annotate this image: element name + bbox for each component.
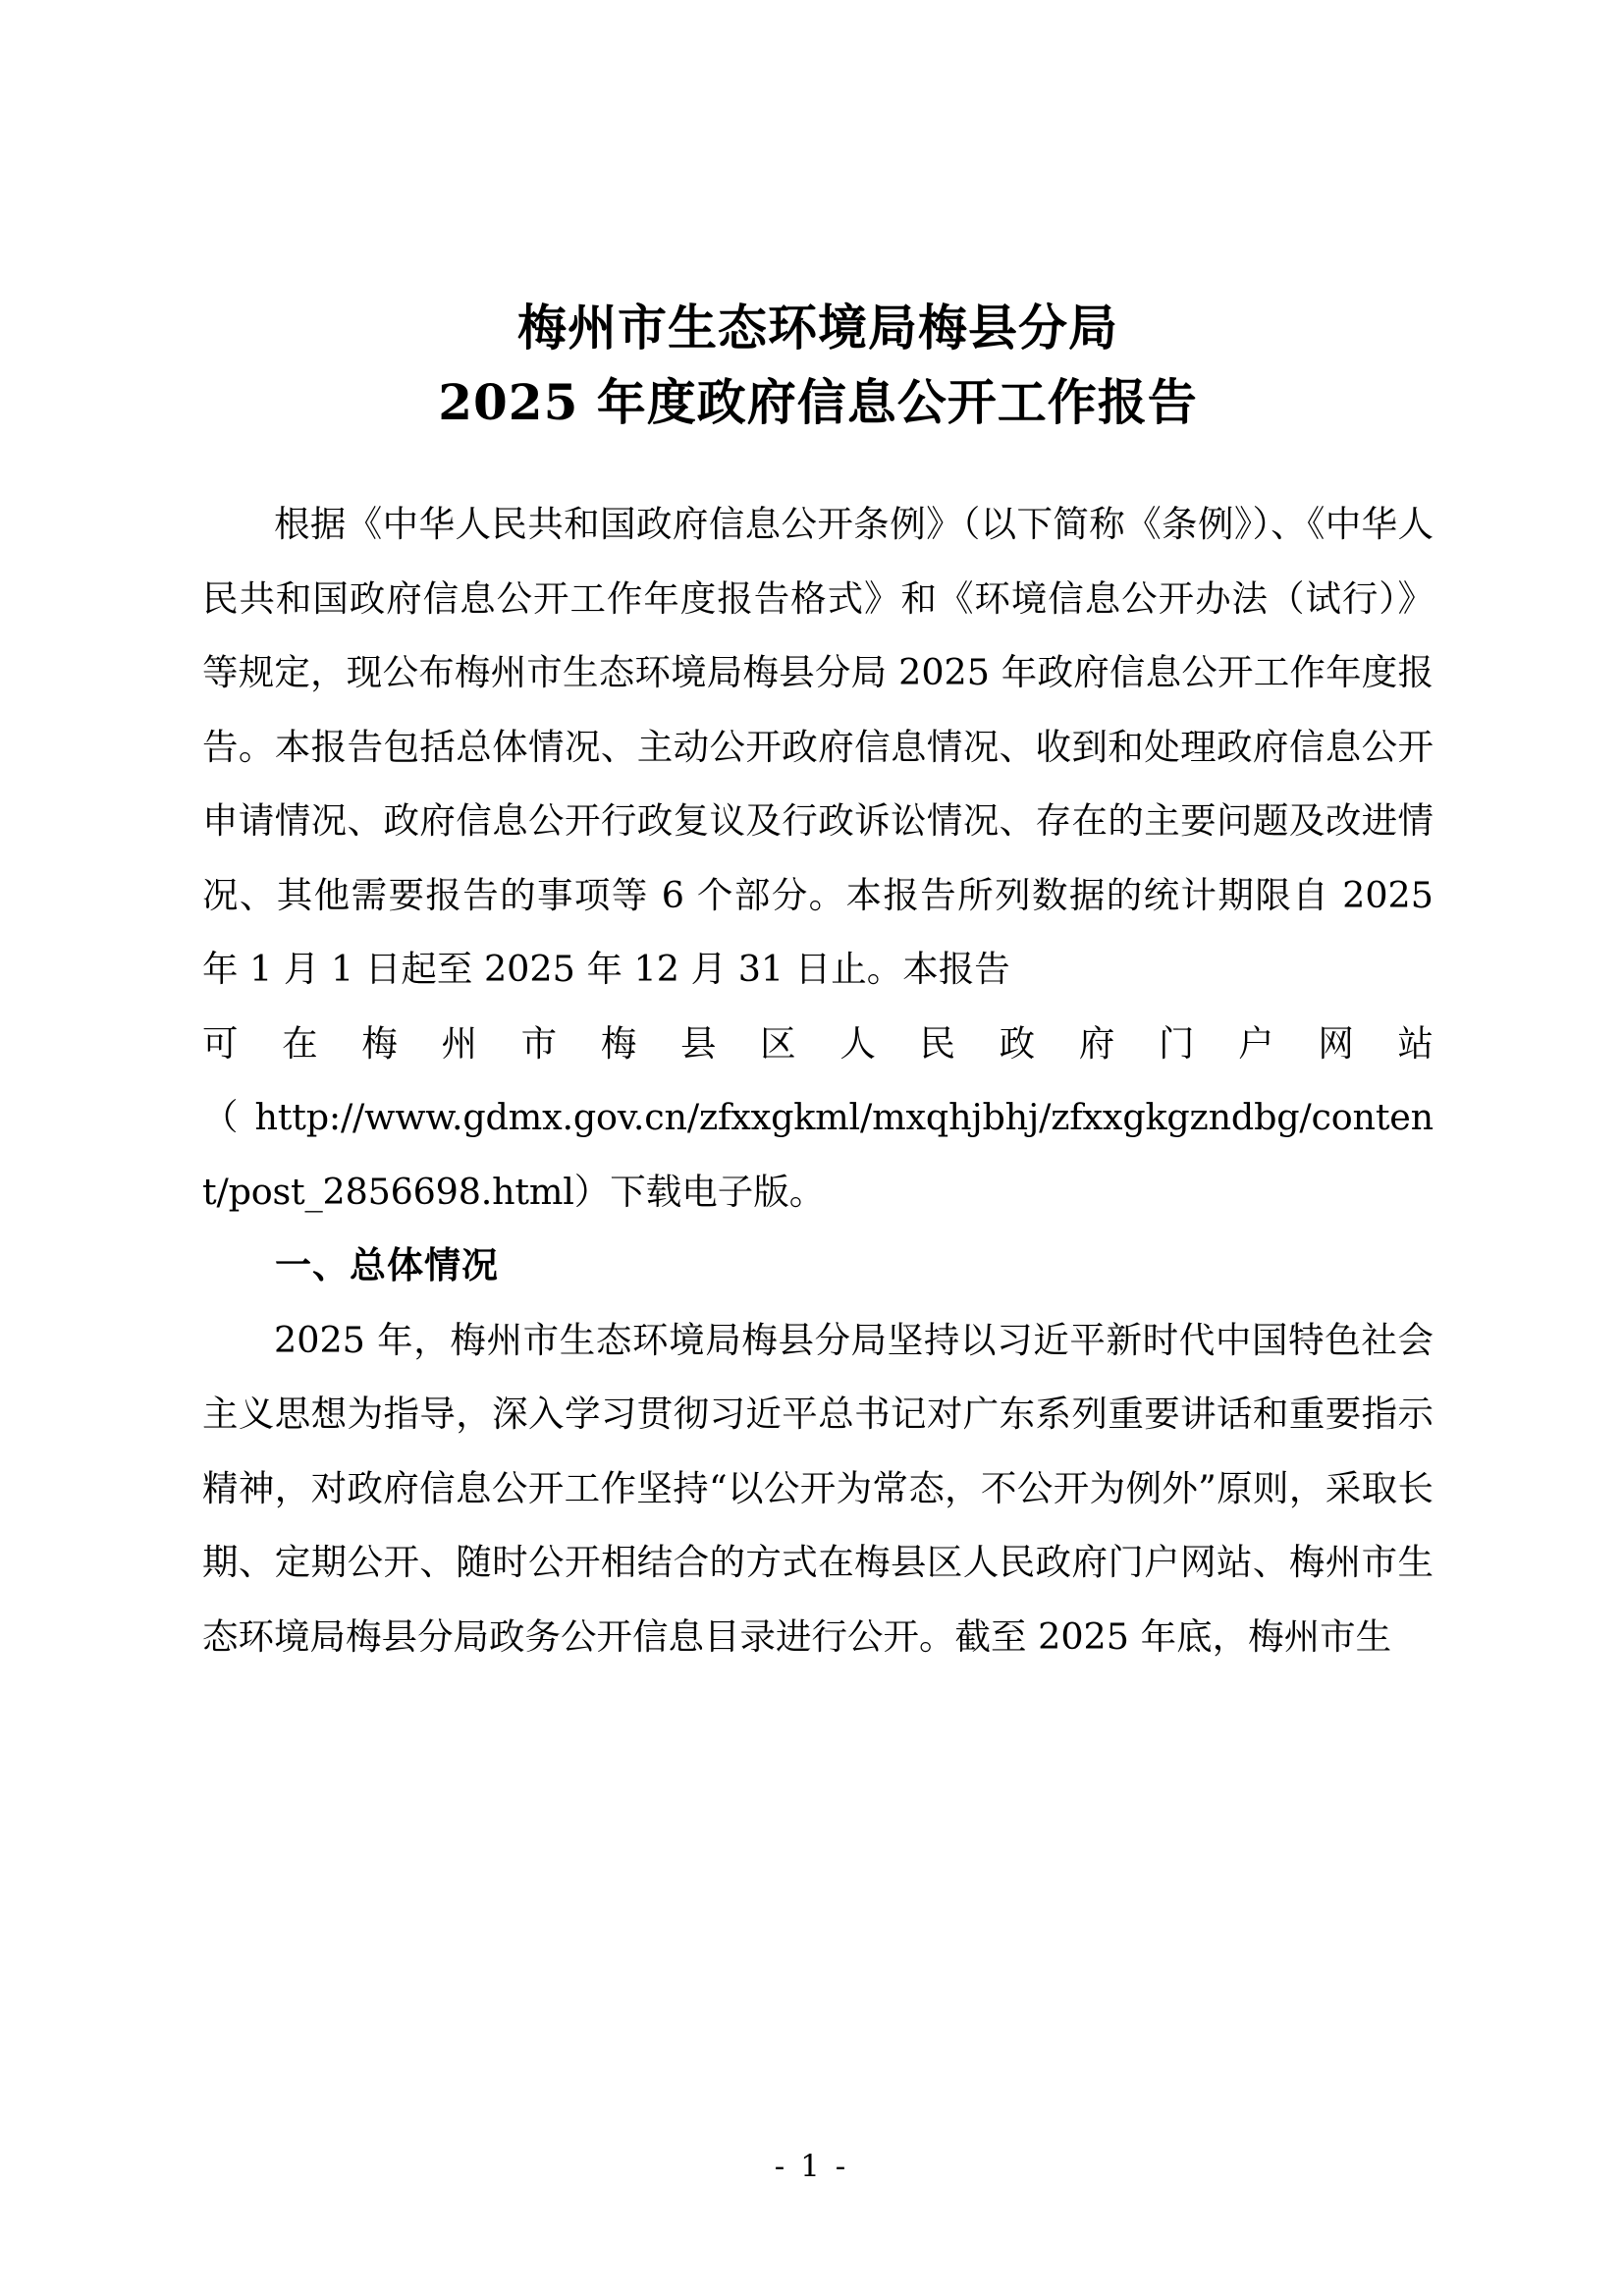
url-close-text: ）下载电子版。 [573,1170,826,1213]
title-line-report-name: 2025 年度政府信息公开工作报告 [438,373,1198,431]
url-open-paren: （ [202,1096,255,1138]
section-body-overall-situation: 2025 年，梅州市生态环境局梅县分局坚持以习近平新时代中国特色社会主义思想为指导，深入学习贯彻习近平总书记对广东系列重要讲话和重要指示精神，对政府信息公开工作坚持“以公开为常态，不公开为例外”原则，采取长期、定期公开、随时公开相结合的方式在梅县区人民政府门户网站、梅州市生态环境局梅县分局政务公开信息目录进行公开。截至 2025 年底，梅州市生 [202,1318,1434,1658]
portal-url[interactable]: http://www.gdmx.gov.cn/zfxxgkml/mxqhjbhj/zfxxgkgzndbg/content/post_2856698.html [202,1096,1434,1213]
page-title [202,0,1434,440]
page-footer [0,2147,1623,2186]
section-heading-overall-situation: 一、总体情况 [275,1244,499,1286]
title-line-organization: 梅州市生态环境局梅县分局 [517,299,1118,356]
page-content [202,0,1434,1673]
intro-paragraph: 根据《中华人民共和国政府信息公开条例》（以下简称《条例》）、《中华人民共和国政府信息公开工作年度报告格式》和《环境信息公开办法（试行）》等规定，现公布梅州市生态环境局梅县分局 2025 年政府信息公开工作年度报告。本报告包括总体情况、主动公开政府信息情况、收到和处理政府信息公开申请情况、政府信息公开行政复议及行政诉讼情况、存在的主要问题及改进情况、其他需要报告的事项等 6 个部分。本报告所列数据的统计期限自 2025 年 1 月 1 日起至 2025 年 12 月 31 日止。本报告 [202,503,1434,990]
intro-website-line: 可 在 梅 州 市 梅 县 区 人 民 政 府 门 户 网 站 [202,1021,1434,1065]
intro-url-line [202,1080,1434,1229]
page-number: - 1 - [774,2149,849,2184]
